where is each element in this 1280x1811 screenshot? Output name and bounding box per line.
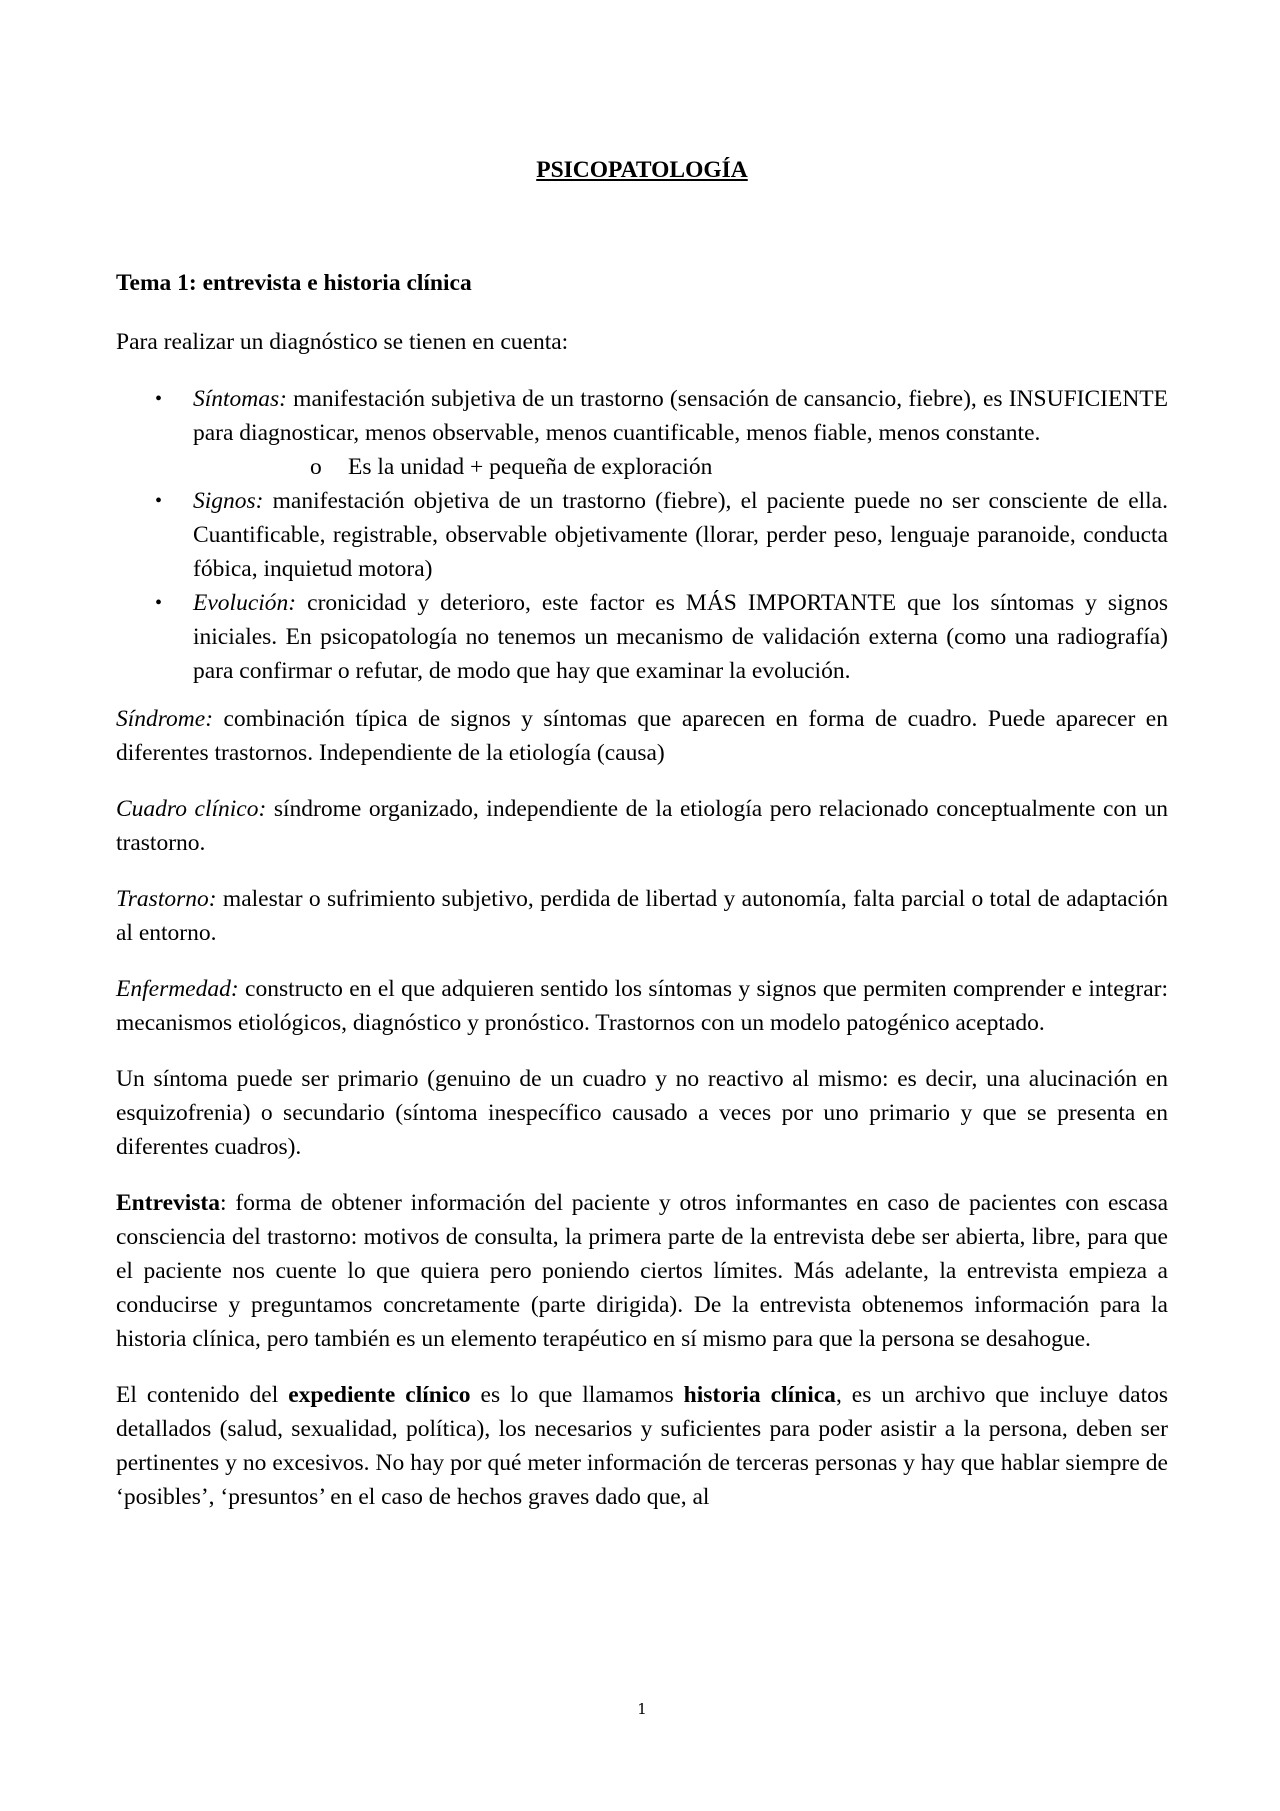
expediente-part-3: , es un archivo que incluye datos detallados (salud, sexualidad, política), los necesarios y suficientes para poder asistir a la persona, deben ser pertinentes y no excesivos. No hay por qué meter información de terceras personas y hay que hablar siempre de ‘posibles’, ‘presuntos’ en el caso de hechos graves dado que, al (116, 1382, 1168, 1510)
list-item-sintomas (116, 382, 1168, 484)
list-item-evolucion (116, 586, 1168, 688)
circle-bullet-icon: o (310, 454, 322, 480)
paragraph-entrevista (116, 1186, 1168, 1356)
term-sintomas: Síntomas: (193, 386, 287, 412)
expediente-bold-1: expediente clínico (288, 1382, 471, 1408)
text-sintomas: manifestación subjetiva de un trastorno (sensación de cansancio, fiebre), es INSUFICIENTE para diagnosticar, menos observable, menos cuantificable, menos fiable, menos constante. (193, 386, 1168, 446)
text-enfermedad: constructo en el que adquieren sentido los síntomas y signos que permiten comprender e integrar: mecanismos etiológicos, diagnóstico y pronóstico. Trastornos con un modelo patogénico aceptado. (116, 976, 1168, 1036)
expediente-bold-2: historia clínica (683, 1382, 836, 1408)
expediente-part-2: es lo que llamamos (470, 1382, 684, 1408)
term-evolucion: Evolución: (193, 590, 297, 616)
term-enfermedad: Enfermedad: (116, 976, 239, 1002)
sub-list-item (193, 450, 1168, 484)
definition-sindrome (116, 702, 1168, 770)
intro-text: Para realizar un diagnóstico se tienen en cuenta: (116, 329, 569, 355)
text-trastorno: malestar o sufrimiento subjetivo, perdida de libertad y autonomía, falta parcial o total de adaptación al entorno. (116, 886, 1168, 946)
bullet-icon: • (155, 490, 163, 512)
term-entrevista: Entrevista (116, 1190, 221, 1216)
term-signos: Signos: (193, 488, 264, 514)
term-sindrome: Síndrome: (116, 706, 214, 732)
text-cuadro-clinico: síndrome organizado, independiente de la etiología pero relacionado conceptualmente con un trastorno. (116, 796, 1168, 856)
criteria-list (116, 382, 1168, 688)
bullet-icon: • (155, 592, 163, 614)
definition-enfermedad (116, 972, 1168, 1040)
text-entrevista: : forma de obtener información del paciente y otros informantes en caso de pacientes con escasa consciencia del trastorno: motivos de consulta, la primera parte de la entrevista debe ser abierta, libre, para que el paciente nos cuente lo que quiera pero poniendo ciertos límites. Más adelante, la entrevista empieza a conducirse y preguntamos concretamente (parte dirigida). De la entrevista obtenemos información para la historia clínica, pero también es un elemento terapéutico en sí mismo para que la persona se desahogue. (116, 1190, 1168, 1352)
bullet-icon: • (155, 388, 163, 410)
text-evolucion: cronicidad y deterioro, este factor es MÁS IMPORTANTE que los síntomas y signos iniciales. En psicopatología no tenemos un mecanismo de validación externa (como una radiografía) para confirmar o refutar, de modo que hay que examinar la evolución. (193, 590, 1168, 684)
definition-trastorno (116, 882, 1168, 950)
text-signos: manifestación objetiva de un trastorno (fiebre), el paciente puede no ser consciente de ella. Cuantificable, registrable, observable objetivamente (llorar, perder peso, lenguaje paranoide, conducta fóbica, inquietud motora) (193, 488, 1168, 582)
term-cuadro-clinico: Cuadro clínico: (116, 796, 267, 822)
list-item-signos (116, 484, 1168, 586)
definition-cuadro-clinico (116, 792, 1168, 860)
paragraph-expediente (116, 1378, 1168, 1514)
section-heading: Tema 1: entrevista e historia clínica (116, 270, 472, 296)
term-trastorno: Trastorno: (116, 886, 217, 912)
expediente-part-1: El contenido del (116, 1382, 289, 1408)
sub-item-text: Es la unidad + pequeña de exploración (348, 454, 713, 480)
page-number: 1 (637, 1700, 647, 1718)
document-title: PSICOPATOLOGÍA (536, 157, 748, 183)
text-sindrome: combinación típica de signos y síntomas que aparecen en forma de cuadro. Puede aparecer en diferentes trastornos. Independiente de la etiología (causa) (116, 706, 1168, 766)
body-content (116, 382, 1168, 1536)
paragraph-sintoma: Un síntoma puede ser primario (genuino de un cuadro y no reactivo al mismo: es decir, una alucinación en esquizofrenia) o secundario (síntoma inespecífico causado a veces por uno primario y que se presenta en diferentes cuadros). (116, 1066, 1168, 1160)
